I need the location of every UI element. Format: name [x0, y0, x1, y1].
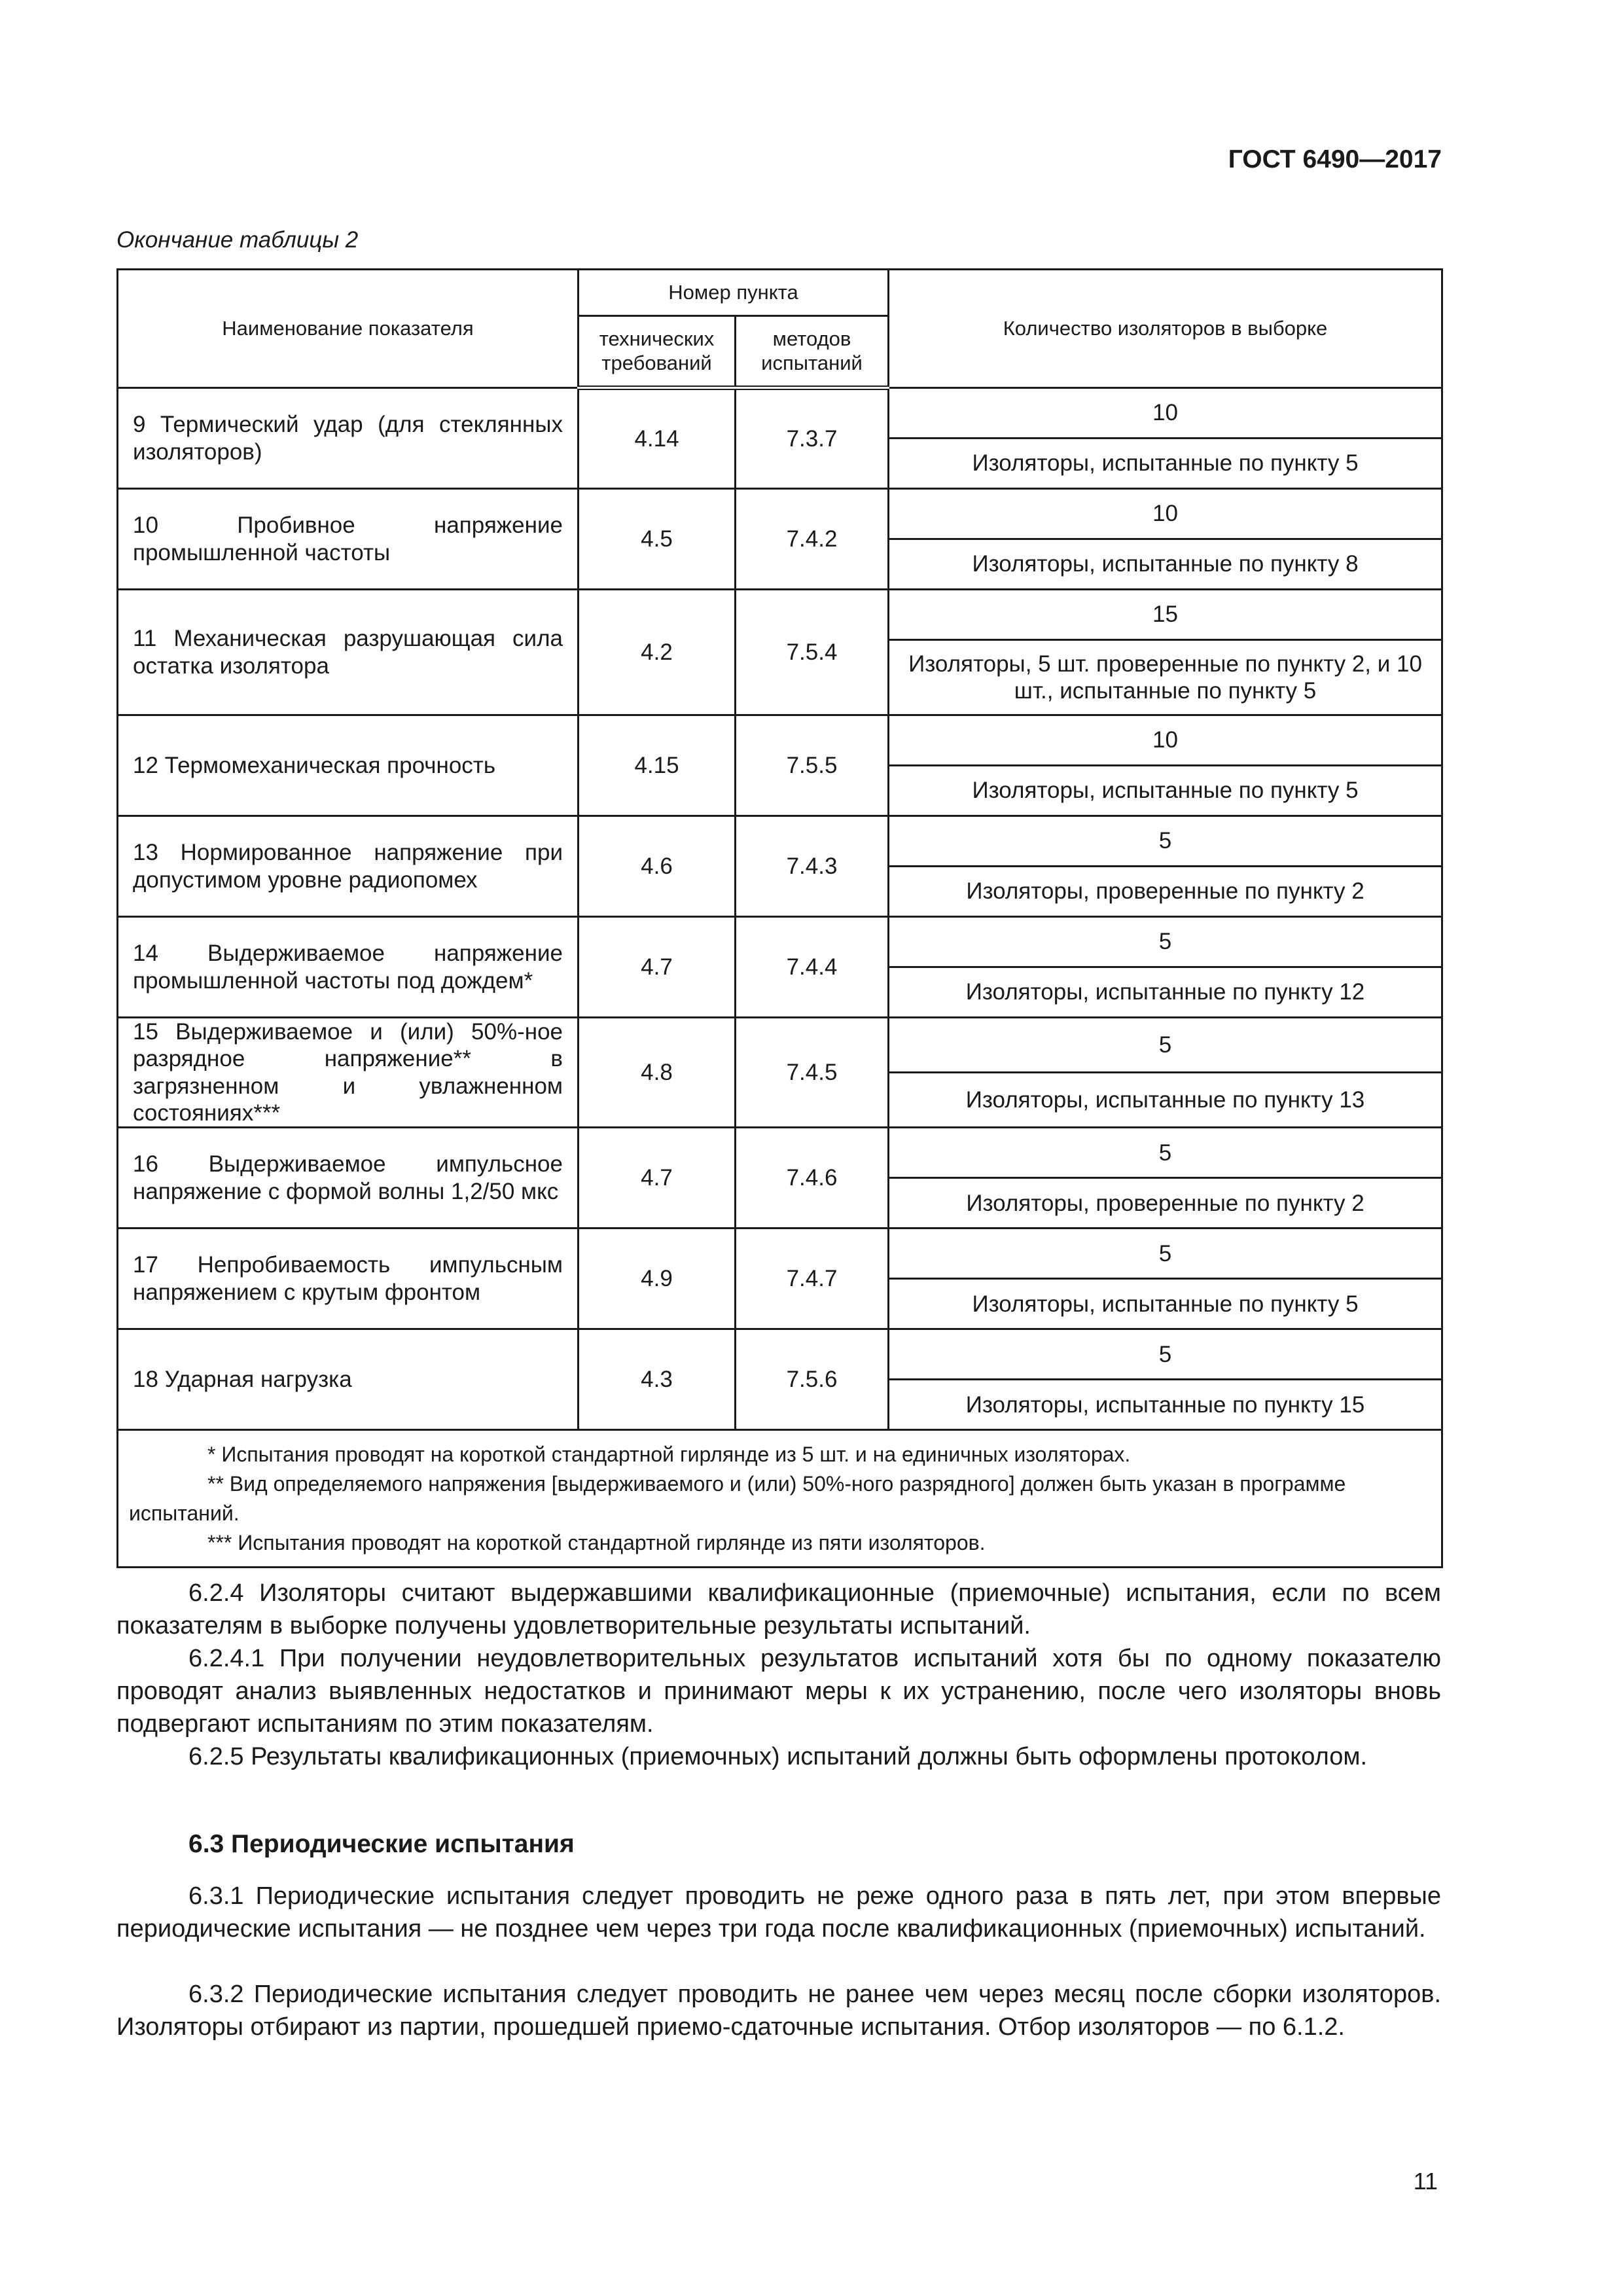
row-name: 18 Ударная нагрузка	[118, 1329, 579, 1430]
paragraph-6-2-4: 6.2.4 Изоляторы считают выдержавшими квалификационные (приемочные) испытания, если по всем показателям в выборке получены удовлетворительные результаты испытаний.	[116, 1579, 1441, 1640]
footnote-2: ** Вид определяемого напряжения [выдерживаемого и (или) 50%-ного разрядного] должен быть указан в программе испытаний.	[129, 1471, 1346, 1525]
table-caption: Окончание таблицы 2	[116, 227, 359, 253]
table-row	[118, 388, 1442, 489]
paragraph-6-2-5: 6.2.5 Результаты квалификационных (приемочных) испытаний должны быть оформлены протоколом.	[188, 1743, 1368, 1770]
row-name: 10 Пробивное напряжение промышленной частоты	[118, 489, 579, 590]
row-method-clause: 7.5.5	[736, 715, 889, 816]
row-qty: 10	[889, 715, 1442, 766]
table-row	[118, 1128, 1442, 1229]
page-number: 11	[1413, 2168, 1438, 2195]
row-qty: 5	[889, 1229, 1442, 1279]
row-method-clause: 7.4.3	[736, 816, 889, 917]
table-row	[118, 715, 1442, 816]
header-tech-req: технических требований	[579, 316, 736, 388]
row-tech-clause: 4.6	[579, 816, 736, 917]
row-tech-clause: 4.15	[579, 715, 736, 816]
table-row	[118, 1018, 1442, 1128]
row-method-clause: 7.4.5	[736, 1018, 889, 1128]
row-name: 13 Нормированное напряжение при допустимом уровне радиопомех	[118, 816, 579, 917]
row-source: Изоляторы, испытанные по пункту 5	[889, 439, 1442, 489]
header-sample-qty: Количество изоляторов в выборке	[889, 270, 1442, 388]
row-source: Изоляторы, испытанные по пункту 8	[889, 539, 1442, 590]
footnote-1: * Испытания проводят на короткой стандартной гирлянде из 5 шт. и на единичных изоляторах.	[207, 1443, 1131, 1467]
table-row	[118, 816, 1442, 917]
table-2	[116, 268, 1443, 1568]
notes-cell	[118, 1430, 1442, 1568]
row-source: Изоляторы, проверенные по пункту 2	[889, 867, 1442, 917]
row-name: 17 Непробиваемость импульсным напряжением с крутым фронтом	[118, 1229, 579, 1329]
row-tech-clause: 4.2	[579, 590, 736, 715]
row-source: Изоляторы, проверенные по пункту 2	[889, 1178, 1442, 1229]
row-qty: 5	[889, 1128, 1442, 1178]
row-qty: 10	[889, 489, 1442, 539]
row-name: 9 Термический удар (для стеклянных изоляторов)	[118, 388, 579, 489]
row-method-clause: 7.5.4	[736, 590, 889, 715]
row-tech-clause: 4.3	[579, 1329, 736, 1430]
row-tech-clause: 4.5	[579, 489, 736, 590]
row-source: Изоляторы, испытанные по пункту 5	[889, 766, 1442, 816]
row-name: 11 Механическая разрушающая сила остатка изолятора	[118, 590, 579, 715]
row-tech-clause: 4.14	[579, 388, 736, 489]
table-notes	[118, 1430, 1442, 1568]
row-tech-clause: 4.7	[579, 917, 736, 1018]
row-tech-clause: 4.8	[579, 1018, 736, 1128]
row-name: 16 Выдерживаемое импульсное напряжение с формой волны 1,2/50 мкс	[118, 1128, 579, 1229]
row-method-clause: 7.3.7	[736, 388, 889, 489]
row-qty: 5	[889, 816, 1442, 867]
standard-code: ГОСТ 6490—2017	[1228, 145, 1442, 173]
row-qty: 15	[889, 590, 1442, 640]
paragraph-6-3-2: 6.3.2 Периодические испытания следует проводить не ранее чем через месяц после сборки изоляторов. Изоляторы отбирают из партии, прошедшей приемо-сдаточные испытания. Отбор изоляторов — по 6.1.2.	[116, 1981, 1441, 2041]
table-row	[118, 917, 1442, 1018]
table-row	[118, 1229, 1442, 1329]
row-source: Изоляторы, испытанные по пункту 5	[889, 1279, 1442, 1329]
row-method-clause: 7.4.6	[736, 1128, 889, 1229]
paragraph-6-3-1: 6.3.1 Периодические испытания следует проводить не реже одного раза в пять лет, при этом впервые периодические испытания — не позднее чем через три года после квалификационных (приемочных) испытаний.	[116, 1882, 1441, 1943]
row-source: Изоляторы, 5 шт. проверенные по пункту 2, и 10 шт., испытанные по пункту 5	[889, 640, 1442, 715]
row-tech-clause: 4.9	[579, 1229, 736, 1329]
table-row	[118, 489, 1442, 590]
header-clause-group: Номер пункта	[579, 270, 889, 316]
row-method-clause: 7.4.2	[736, 489, 889, 590]
footnote-3: *** Испытания проводят на короткой стандартной гирлянде из пяти изоляторов.	[207, 1530, 986, 1554]
row-name: 15 Выдерживаемое и (или) 50%-ное разрядное напряжение** в загрязненном и увлажненном состояниях***	[118, 1018, 579, 1128]
row-name: 14 Выдерживаемое напряжение промышленной частоты под дождем*	[118, 917, 579, 1018]
row-source: Изоляторы, испытанные по пункту 13	[889, 1073, 1442, 1128]
row-source: Изоляторы, испытанные по пункту 12	[889, 967, 1442, 1018]
header-test-methods: методов испытаний	[736, 316, 889, 388]
header-name: Наименование показателя	[118, 270, 579, 388]
row-qty: 10	[889, 388, 1442, 439]
row-method-clause: 7.5.6	[736, 1329, 889, 1430]
table-row	[118, 590, 1442, 715]
row-source: Изоляторы, испытанные по пункту 15	[889, 1380, 1442, 1430]
row-qty: 5	[889, 1329, 1442, 1380]
row-qty: 5	[889, 1018, 1442, 1073]
row-method-clause: 7.4.7	[736, 1229, 889, 1329]
row-name: 12 Термомеханическая прочность	[118, 715, 579, 816]
row-method-clause: 7.4.4	[736, 917, 889, 1018]
row-tech-clause: 4.7	[579, 1128, 736, 1229]
row-qty: 5	[889, 917, 1442, 967]
section-heading-6-3: 6.3 Периодические испытания	[188, 1830, 575, 1858]
table-row	[118, 1329, 1442, 1430]
paragraph-6-2-4-1: 6.2.4.1 При получении неудовлетворительных результатов испытаний хотя бы по одному показателю проводят анализ выявленных недостатков и принимают меры к их устранению, после чего изоляторы вновь подвергают испытаниям по этим показателям.	[116, 1645, 1441, 1738]
